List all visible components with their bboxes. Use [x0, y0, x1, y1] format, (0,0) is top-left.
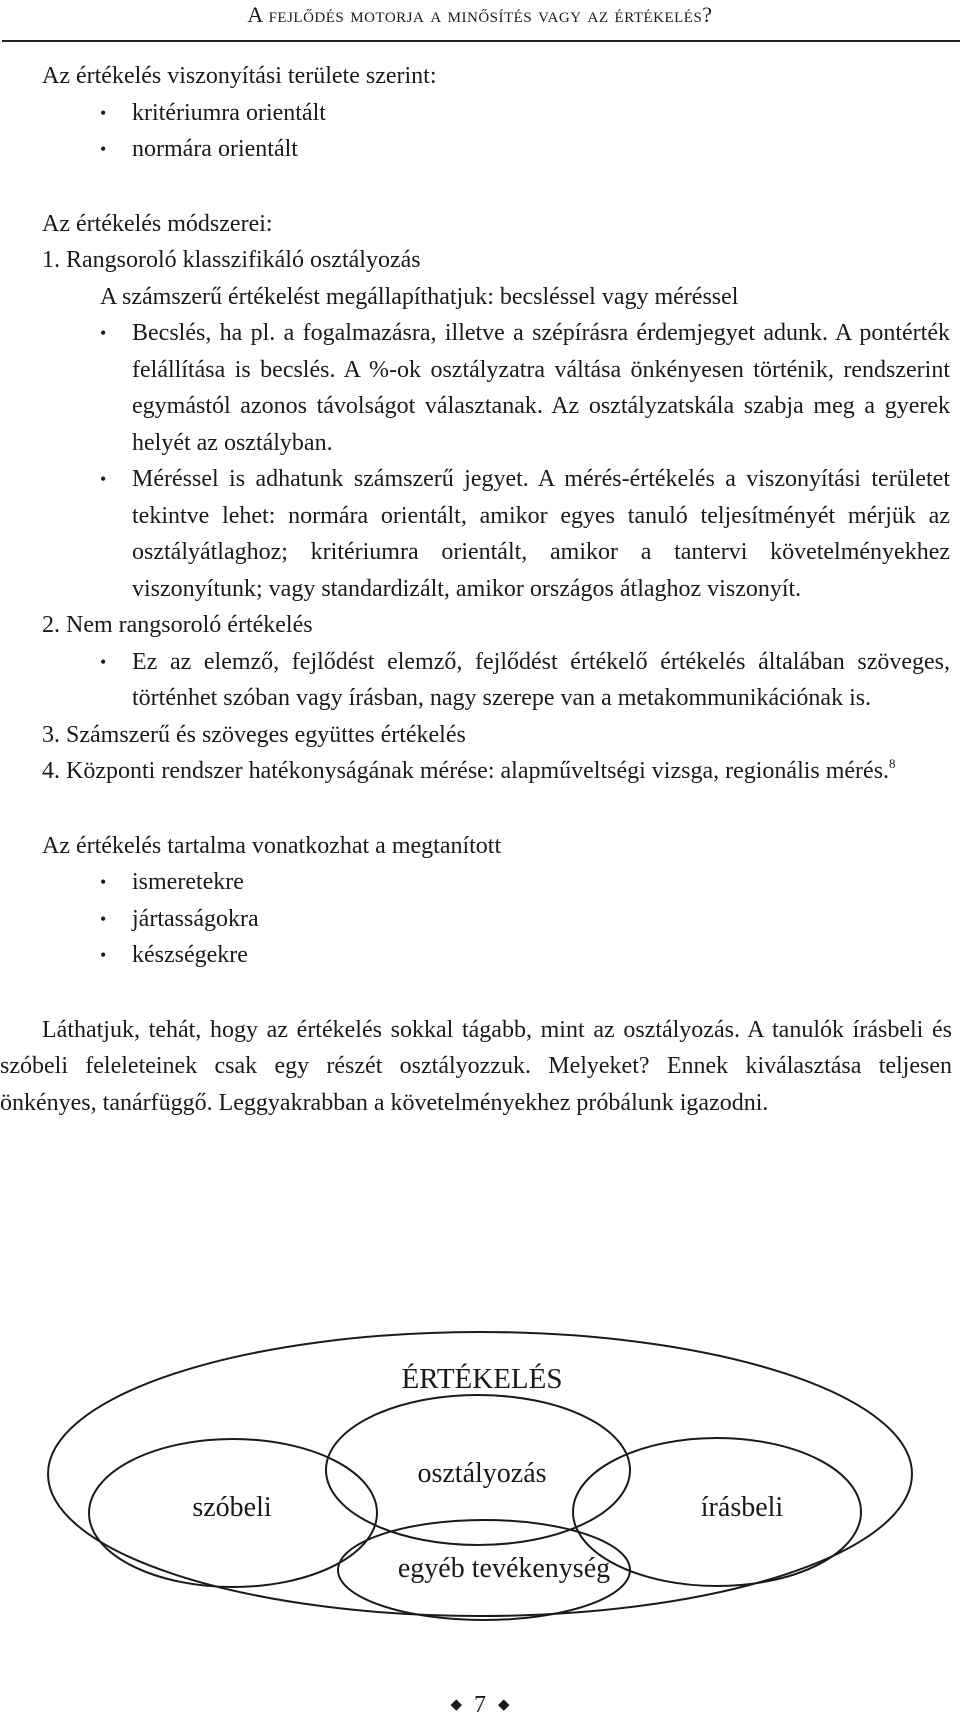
method-1-intro: A számszerű értékelést megállapíthatjuk: becsléssel vagy méréssel — [100, 283, 739, 310]
list-item: • Becslés, ha pl. a fogalmazásra, illetve a szépírásra érdemjegyet adunk. A pontérték felállítása is becslés. A %-ok osztályzatra váltása önkényesen történik, rendszerint egymástól azonos távolságot választanak. Az osztályzatskála szabja meg a gyerek helyét az osztályban. — [0, 315, 952, 461]
page-footer — [0, 1692, 960, 1719]
list-item: • Méréssel is adhatunk számszerű jegyet. A mérés-értékelés a viszonyítási területet tekintve lehet: normára orientált, amikor egyes tanuló teljesítményét mérjük az osztályátlaghoz; kritériumra orientált, amikor a tantervi követelményekhez viszonyítunk; vagy standardizált, amikor országos átlaghoz viszonyít. — [0, 461, 952, 607]
list-item: • normára orientált — [0, 131, 952, 168]
section3-heading: Az értékelés tartalma vonatkozhat a megtanított — [42, 832, 502, 859]
method-2-title: 2. Nem rangsoroló értékelés — [42, 612, 313, 638]
section1-heading: Az értékelés viszonyítási területe szerint: — [42, 63, 437, 89]
page-number: 7 — [474, 1692, 486, 1718]
label-left: szóbeli — [192, 1492, 272, 1523]
running-header — [0, 0, 960, 42]
evaluation-diagram — [0, 1322, 960, 1622]
label-right: írásbeli — [700, 1492, 784, 1523]
method-4-text — [0, 753, 952, 790]
footnote-ref: 8 — [889, 756, 896, 771]
list-item: • jártasságokra — [0, 901, 952, 938]
header-rule — [2, 40, 960, 42]
section3-list — [0, 864, 952, 974]
conclusion-paragraph: Láthatjuk, tehát, hogy az értékelés sokkal tágabb, mint az osztályozás. A tanulók írásbeli és szóbeli feleleteinek csak egy részét osztályozzuk. Melyeket? Ennek kiválasztása teljesen önkényes, tanárfüggő. Leggyakrabban a követelményekhez próbálunk igazodni. — [0, 1016, 952, 1116]
label-outer: ÉRTÉKELÉS — [401, 1363, 563, 1395]
section1-list — [0, 95, 952, 168]
diagram-svg — [0, 1322, 960, 1622]
label-bottom: egyéb tevékenység — [397, 1553, 611, 1584]
list-item: • ismeretekre — [0, 864, 952, 901]
method-1-title: 1. Rangsoroló klasszifikáló osztályozás — [42, 247, 421, 273]
list-item: • Ez az elemző, fejlődést elemző, fejlődést értékelő értékelés általában szöveges, történhet szóban vagy írásban, nagy szerepe van a metakommunikációnak is. — [0, 644, 952, 717]
method-1-list — [0, 315, 952, 607]
method-3-title: 3. Számszerű és szöveges együttes értékelés — [42, 721, 466, 748]
diamond-icon: ◆ — [450, 1697, 462, 1713]
list-item: • kritériumra orientált — [0, 95, 952, 132]
header-title: A fejlődés motorja a minősítés vagy az értékelés? — [247, 2, 713, 27]
list-item: • készségekre — [0, 937, 952, 974]
page-body — [0, 58, 952, 1121]
label-top: osztályozás — [417, 1458, 547, 1489]
section2-heading: Az értékelés módszerei: — [42, 210, 273, 237]
diamond-icon: ◆ — [498, 1697, 510, 1713]
method-4-body: 4. Központi rendszer hatékonyságának mérése: alapműveltségi vizsga, regionális mérés. — [42, 758, 890, 784]
method-2-list — [0, 644, 952, 717]
